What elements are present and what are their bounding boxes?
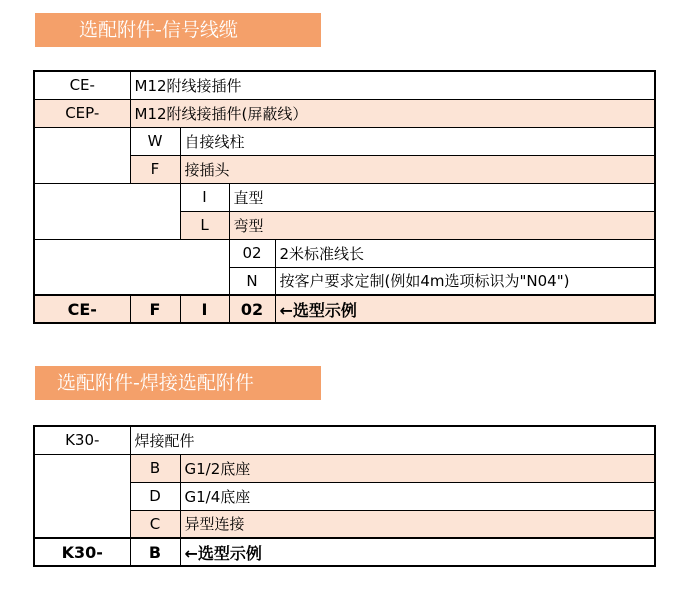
code-cell: W <box>130 127 180 155</box>
code-cell: CEP- <box>34 99 130 127</box>
example-row <box>34 295 655 323</box>
example-code-2: F <box>130 295 180 323</box>
example-code-3: I <box>180 295 229 323</box>
example-row <box>34 538 655 566</box>
example-code-1: K30- <box>34 538 130 566</box>
desc-cell: 弯型 <box>229 211 655 239</box>
desc-cell: M12附线接插件(屏蔽线） <box>130 99 655 127</box>
code-cell: N <box>229 267 275 295</box>
table-row <box>34 99 655 127</box>
code-cell: 02 <box>229 239 275 267</box>
code-cell: K30- <box>34 426 130 454</box>
code-cell: D <box>130 482 180 510</box>
blank-cell <box>34 183 180 239</box>
desc-cell: 自接线柱 <box>180 127 655 155</box>
example-label: ←选型示例 <box>180 538 655 566</box>
example-code-2: B <box>130 538 180 566</box>
desc-cell: 按客户要求定制(例如4m选项标识为"N04") <box>275 267 655 295</box>
section-title-signal-cable: 选配附件-信号线缆 <box>35 13 321 47</box>
welding-accessory-table <box>33 425 656 567</box>
desc-cell: G1/4底座 <box>180 482 655 510</box>
desc-cell: 直型 <box>229 183 655 211</box>
code-cell: L <box>180 211 229 239</box>
code-cell: F <box>130 155 180 183</box>
blank-cell <box>34 454 130 538</box>
example-code-1: CE- <box>34 295 130 323</box>
table-row <box>34 426 655 454</box>
desc-cell: M12附线接插件 <box>130 71 655 99</box>
table-row <box>34 239 655 267</box>
table-row <box>34 71 655 99</box>
table-row <box>34 183 655 211</box>
code-cell: CE- <box>34 71 130 99</box>
desc-cell: 焊接配件 <box>130 426 655 454</box>
code-cell: I <box>180 183 229 211</box>
example-code-4: 02 <box>229 295 275 323</box>
table-row <box>34 127 655 155</box>
blank-cell <box>34 127 130 183</box>
section-title-welding-accessory: 选配附件-焊接选配附件 <box>35 366 321 400</box>
code-cell: B <box>130 454 180 482</box>
signal-cable-table <box>33 70 656 324</box>
desc-cell: 接插头 <box>180 155 655 183</box>
desc-cell: 异型连接 <box>180 510 655 538</box>
example-label: ←选型示例 <box>275 295 655 323</box>
table-row <box>34 454 655 482</box>
desc-cell: 2米标准线长 <box>275 239 655 267</box>
code-cell: C <box>130 510 180 538</box>
desc-cell: G1/2底座 <box>180 454 655 482</box>
blank-cell <box>34 239 229 295</box>
